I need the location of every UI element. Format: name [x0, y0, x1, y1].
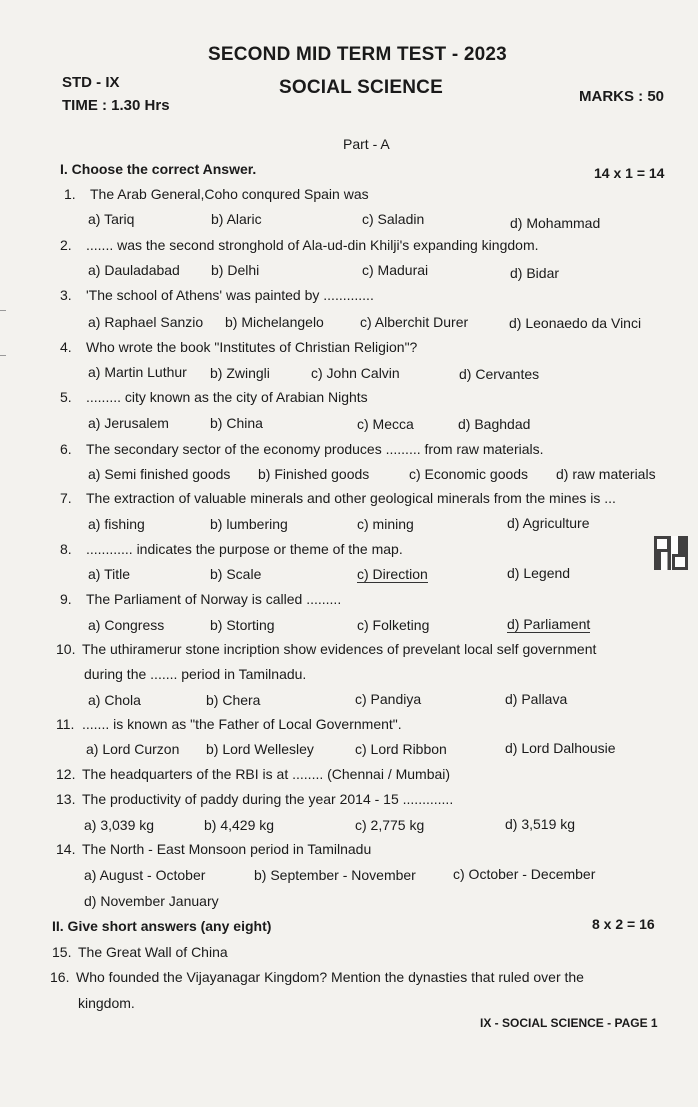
question-4	[60, 339, 417, 355]
option-c: c) Alberchit Durer	[360, 314, 469, 330]
subject-title: SOCIAL SCIENCE	[279, 77, 443, 98]
question-10	[56, 641, 596, 657]
question-text: The North - East Monsoon period in Tamilnadu	[82, 841, 372, 857]
option-b: b) 4,429 kg	[204, 817, 275, 833]
option-d: d) Baghdad	[458, 416, 531, 432]
question-number: 5.	[60, 389, 72, 405]
option-d	[507, 616, 590, 632]
option-b: b) China	[210, 415, 263, 431]
question-text-continued: during the ....... period in Tamilnadu.	[84, 666, 307, 682]
option-a: a) fishing	[88, 516, 145, 532]
option-b: b) September - November	[254, 867, 416, 883]
question-number: 7.	[60, 490, 72, 506]
marks-label: MARKS : 50	[579, 88, 665, 105]
question-number: 4.	[60, 339, 72, 355]
question-text: The headquarters of the RBI is at ........ (Chennai / Mumbai)	[82, 766, 451, 782]
option-b: b) Michelangelo	[225, 314, 324, 330]
option-c: c) Folketing	[357, 617, 430, 633]
underlined-answer: d) Parliament	[507, 616, 591, 632]
option-c: c) Saladin	[362, 211, 425, 227]
section-marks: 8 x 2 = 16	[592, 916, 655, 932]
question-12	[56, 766, 450, 782]
margin-mark	[0, 310, 6, 311]
question-text: The Parliament of Norway is called .........	[86, 591, 342, 607]
option-c: c) Economic goods	[409, 466, 529, 482]
question-number: 14.	[56, 841, 76, 857]
section-heading: I. Choose the correct Answer.	[60, 161, 257, 177]
part-label: Part - A	[343, 136, 390, 152]
option-d: d) Leonaedo da Vinci	[509, 315, 642, 331]
exam-title: SECOND MID TERM TEST - 2023	[208, 44, 507, 65]
question-14	[56, 841, 371, 857]
question-text: ....... is known as "the Father of Local Government".	[82, 716, 402, 732]
option-b: b) lumbering	[210, 516, 288, 532]
question-number: 8.	[60, 541, 72, 557]
question-8	[60, 541, 403, 557]
question-text: The secondary sector of the economy produces ......... from raw materials.	[86, 441, 544, 457]
question-number: 10.	[56, 641, 76, 657]
option-c: c) October - December	[453, 866, 596, 882]
question-text: The uthiramerur stone incription show evidences of prevelant local self government	[82, 641, 597, 657]
option-a: a) Tariq	[88, 211, 135, 227]
question-text: The Arab General,Coho conqured Spain was	[90, 186, 369, 202]
question-13	[56, 791, 453, 807]
question-text-continued: kingdom.	[78, 995, 135, 1011]
question-number: 2.	[60, 237, 72, 253]
question-text: The productivity of paddy during the year 2014 - 15 .............	[82, 791, 454, 807]
question-text: ......... city known as the city of Arabian Nights	[86, 389, 368, 405]
question-text: ....... was the second stronghold of Ala-ud-din Khilji's expanding kingdom.	[86, 237, 539, 253]
question-number: 16.	[50, 969, 70, 985]
option-a: a) 3,039 kg	[84, 817, 155, 833]
time-label: TIME : 1.30 Hrs	[62, 97, 170, 114]
option-b: b) Zwingli	[210, 365, 270, 381]
option-b: b) Lord Wellesley	[206, 741, 314, 757]
question-text: The extraction of valuable minerals and other geological minerals from the mines is ...	[86, 490, 616, 506]
option-d: d) 3,519 kg	[505, 816, 576, 832]
option-a: a) Jerusalem	[88, 415, 169, 431]
option-b: b) Scale	[210, 566, 262, 582]
option-b: b) Storting	[210, 617, 275, 633]
option-d: d) Legend	[507, 565, 571, 581]
question-11	[56, 716, 402, 732]
option-d: d) Pallava	[505, 691, 568, 707]
question-number: 1.	[64, 186, 76, 202]
underlined-answer: c) Direction	[357, 566, 428, 582]
question-number: 3.	[60, 287, 72, 303]
option-d: d) raw materials	[556, 466, 656, 482]
option-d: d) Lord Dalhousie	[505, 740, 616, 756]
question-text: 'The school of Athens' was painted by .............	[86, 287, 374, 303]
option-d: d) November January	[84, 893, 219, 909]
question-number: 13.	[56, 791, 76, 807]
question-text: Who wrote the book "Institutes of Christian Religion"?	[86, 339, 418, 355]
margin-mark	[0, 355, 6, 356]
option-d: d) Cervantes	[459, 366, 540, 382]
section-marks: 14 x 1 = 14	[594, 165, 665, 181]
question-1	[64, 186, 369, 202]
option-a: a) Dauladabad	[88, 262, 180, 278]
question-2	[60, 237, 539, 253]
option-d: d) Mohammad	[510, 215, 601, 231]
question-number: 11.	[56, 716, 75, 732]
option-a: a) Congress	[88, 617, 165, 633]
option-d: d) Bidar	[510, 265, 560, 281]
question-number: 15.	[52, 944, 72, 960]
question-16	[50, 969, 584, 985]
option-a: a) Chola	[88, 692, 141, 708]
option-a: a) Martin Luthur	[88, 364, 187, 380]
option-c: c) Lord Ribbon	[355, 741, 447, 757]
option-b: b) Finished goods	[258, 466, 370, 482]
option-a: a) Raphael Sanzio	[88, 314, 204, 330]
option-a: a) Title	[88, 566, 131, 582]
question-text: ............ indicates the purpose or theme of the map.	[86, 541, 403, 557]
option-b: b) Delhi	[211, 262, 260, 278]
question-text: Who founded the Vijayanagar Kingdom? Mention the dynasties that ruled over the	[76, 969, 584, 985]
question-3	[60, 287, 374, 303]
option-b: b) Alaric	[211, 211, 262, 227]
option-c: c) Mecca	[357, 416, 414, 432]
question-text: The Great Wall of China	[78, 944, 228, 960]
option-a: a) Semi finished goods	[88, 466, 231, 482]
question-number: 6.	[60, 441, 72, 457]
question-5	[60, 389, 368, 405]
question-15	[52, 944, 228, 960]
option-c: c) John Calvin	[311, 365, 400, 381]
question-number: 12.	[56, 766, 76, 782]
question-6	[60, 441, 544, 457]
qr-code-icon	[654, 536, 688, 570]
option-c	[357, 566, 428, 582]
option-c: c) mining	[357, 516, 414, 532]
option-c: c) 2,775 kg	[355, 817, 425, 833]
question-number: 9.	[60, 591, 72, 607]
option-a: a) Lord Curzon	[86, 741, 180, 757]
option-b: b) Chera	[206, 692, 261, 708]
option-a: a) August - October	[84, 867, 206, 883]
question-7	[60, 490, 616, 506]
section-heading: II. Give short answers (any eight)	[52, 918, 272, 934]
question-9	[60, 591, 341, 607]
option-d: d) Agriculture	[507, 515, 590, 531]
option-c: c) Pandiya	[355, 691, 422, 707]
option-c: c) Madurai	[362, 262, 429, 278]
std-label: STD - IX	[62, 74, 120, 91]
page-footer: IX - SOCIAL SCIENCE - PAGE 1	[480, 1016, 658, 1030]
